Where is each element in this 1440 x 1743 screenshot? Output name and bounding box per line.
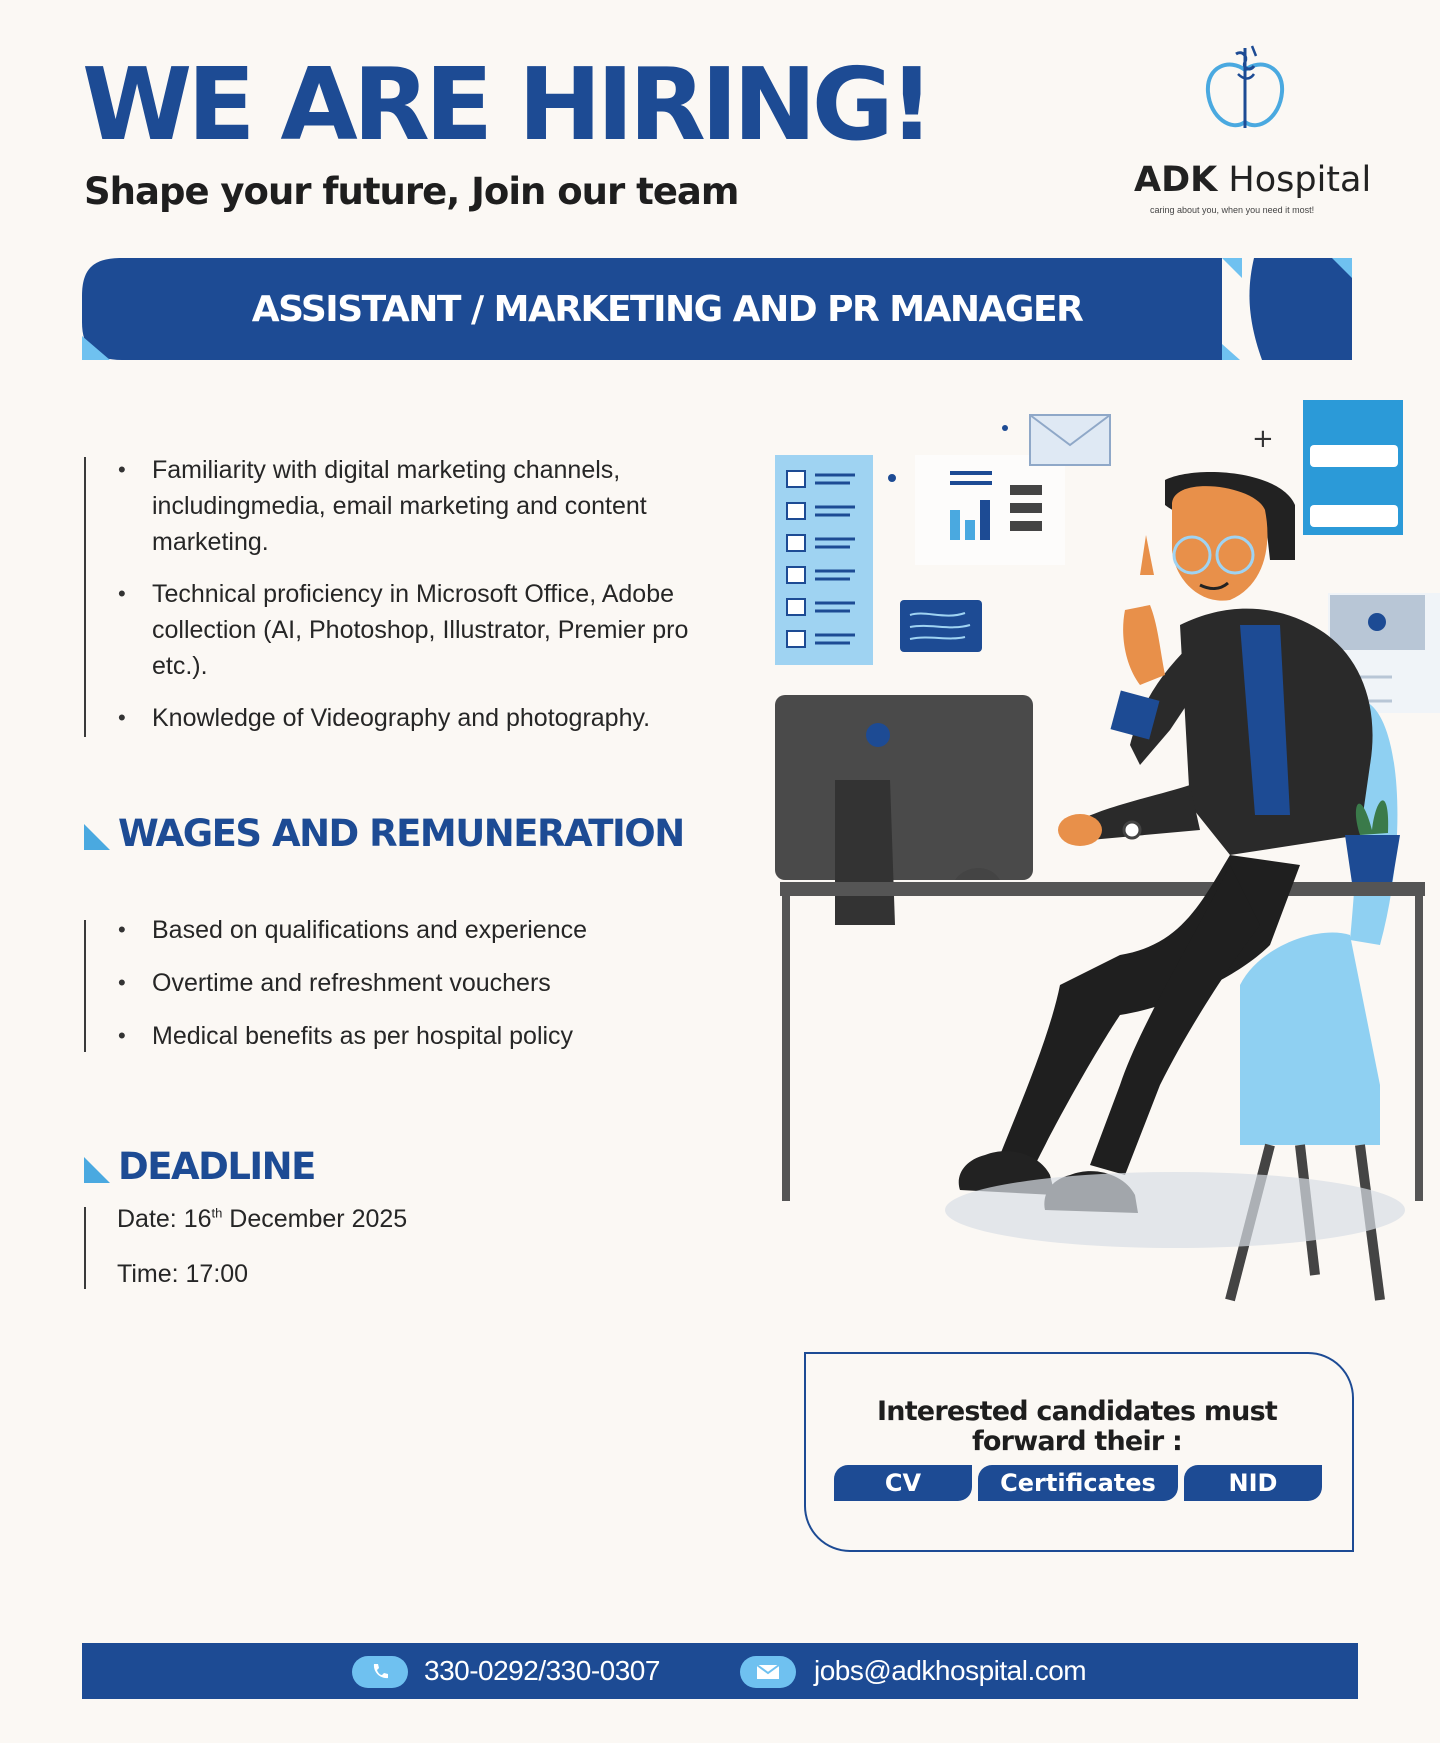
- list-item: • Familiarity with digital marketing channels, includingmedia, email marketing and content marketing.: [118, 452, 738, 560]
- deadline-heading: [84, 1145, 315, 1188]
- wages-list: [118, 912, 738, 1054]
- requirements-divider: [84, 457, 86, 737]
- deadline-divider: [84, 1207, 86, 1289]
- phone-icon: [352, 1656, 408, 1688]
- email-icon: [740, 1656, 796, 1688]
- requirements-list: [118, 452, 738, 736]
- application-line-1: Interested candidates must: [877, 1396, 1277, 1427]
- deadline-heading-text: DEADLINE: [118, 1145, 315, 1188]
- document-badge-nid: NID: [1184, 1465, 1322, 1501]
- wages-heading-text: WAGES AND REMUNERATION: [118, 812, 684, 855]
- brand-tagline: caring about you, when you need it most!: [1150, 205, 1315, 215]
- svg-text:+: +: [1252, 424, 1274, 454]
- corner-triangle-icon: [84, 824, 110, 850]
- brand-name: [1134, 160, 1371, 200]
- hospital-logo-icon: [1200, 40, 1290, 140]
- footer-email[interactable]: jobs@adkhospital.com: [814, 1655, 1087, 1686]
- document-badge-certificates: Certificates: [978, 1465, 1178, 1501]
- brand-name-bold: ADK: [1134, 160, 1218, 200]
- footer-phone[interactable]: 330-0292/330-0307: [424, 1655, 660, 1686]
- list-item: • Technical proficiency in Microsoft Office, Adobe collection (AI, Photoshop, Illustrator, Premier pro etc.).: [118, 576, 738, 684]
- deadline-time: Time: 17:00: [117, 1260, 249, 1288]
- list-item: • Based on qualifications and experience: [118, 912, 738, 948]
- list-item: • Knowledge of Videography and photography.: [118, 700, 738, 736]
- document-badge-cv: CV: [834, 1465, 972, 1501]
- office-worker-illustration: [760, 385, 1440, 1335]
- page-title: WE ARE HIRING!: [82, 46, 930, 163]
- list-item: • Overtime and refreshment vouchers: [118, 965, 738, 1001]
- footer-bar: [82, 1643, 1358, 1699]
- corner-triangle-icon: [84, 1157, 110, 1183]
- wages-heading: [84, 812, 684, 855]
- wages-divider: [84, 920, 86, 1052]
- job-title: ASSISTANT / MARKETING AND PR MANAGER: [251, 288, 1083, 330]
- application-line-2: forward their :: [971, 1426, 1183, 1457]
- list-item: • Medical benefits as per hospital policy: [118, 1018, 738, 1054]
- page-subtitle: Shape your future, Join our team: [84, 170, 739, 213]
- brand-name-rest: Hospital: [1217, 160, 1372, 200]
- application-instructions: [804, 1397, 1350, 1457]
- deadline-date: Date: 16th December 2025: [117, 1205, 408, 1233]
